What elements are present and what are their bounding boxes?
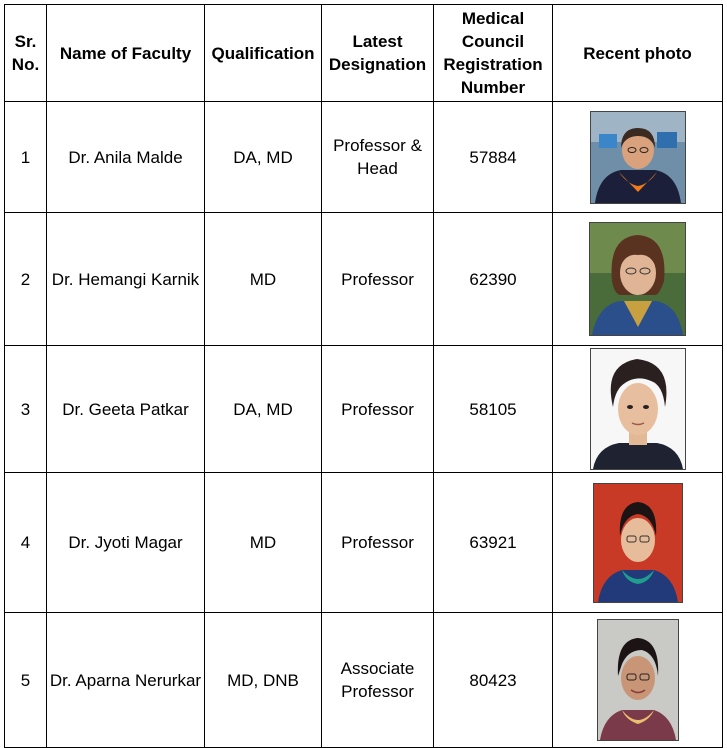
cell-registration: 63921 — [434, 473, 553, 613]
faculty-table — [4, 4, 723, 748]
cell-designation: Professor — [322, 346, 434, 473]
cell-qualification: MD — [205, 473, 322, 613]
cell-photo — [553, 213, 723, 346]
cell-name: Dr. Jyoti Magar — [47, 473, 205, 613]
cell-name: Dr. Geeta Patkar — [47, 346, 205, 473]
cell-designation: Professor — [322, 213, 434, 346]
cell-qualification: DA, MD — [205, 346, 322, 473]
table-row — [5, 213, 723, 346]
faculty-photo — [597, 619, 679, 741]
cell-photo — [553, 613, 723, 748]
header-qualification: Qualification — [205, 5, 322, 102]
cell-name: Dr. Hemangi Karnik — [47, 213, 205, 346]
faculty-photo — [590, 348, 686, 470]
table-row — [5, 102, 723, 213]
table-row — [5, 473, 723, 613]
header-registration: Medical Council Registration Number — [434, 5, 553, 102]
cell-registration: 57884 — [434, 102, 553, 213]
cell-registration: 62390 — [434, 213, 553, 346]
cell-sr: 1 — [5, 102, 47, 213]
cell-qualification: MD, DNB — [205, 613, 322, 748]
table-row — [5, 613, 723, 748]
cell-sr: 4 — [5, 473, 47, 613]
header-sr-no: Sr. No. — [5, 5, 47, 102]
cell-qualification: MD — [205, 213, 322, 346]
cell-registration: 80423 — [434, 613, 553, 748]
cell-registration: 58105 — [434, 346, 553, 473]
cell-photo — [553, 473, 723, 613]
cell-name: Dr. Anila Malde — [47, 102, 205, 213]
faculty-photo — [593, 483, 683, 603]
cell-designation: Professor & Head — [322, 102, 434, 213]
table-row — [5, 346, 723, 473]
header-name: Name of Faculty — [47, 5, 205, 102]
header-photo: Recent photo — [553, 5, 723, 102]
cell-sr: 3 — [5, 346, 47, 473]
faculty-photo — [589, 222, 686, 336]
cell-name: Dr. Aparna Nerurkar — [47, 613, 205, 748]
cell-sr: 2 — [5, 213, 47, 346]
cell-photo — [553, 102, 723, 213]
cell-designation: Associate Professor — [322, 613, 434, 748]
cell-qualification: DA, MD — [205, 102, 322, 213]
cell-sr: 5 — [5, 613, 47, 748]
cell-designation: Professor — [322, 473, 434, 613]
table-header-row — [5, 5, 723, 102]
header-designation: Latest Designation — [322, 5, 434, 102]
faculty-photo — [590, 111, 686, 204]
cell-photo — [553, 346, 723, 473]
